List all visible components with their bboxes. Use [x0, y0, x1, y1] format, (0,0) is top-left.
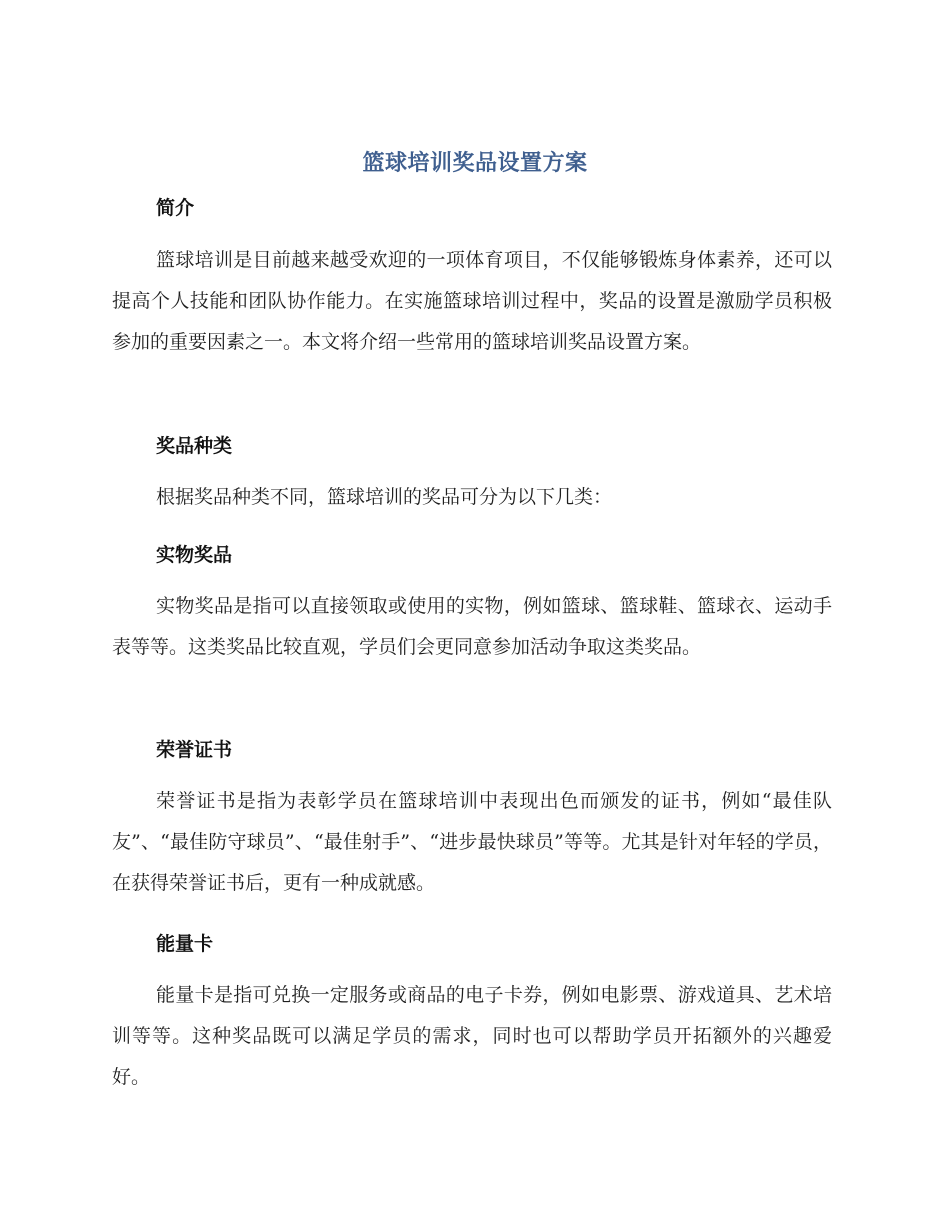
section-heading-prize-types: 奖品种类 — [156, 435, 233, 457]
section-paragraph-prize-types: 根据奖品种类不同，篮球培训的奖品可分为以下几类： — [156, 486, 613, 508]
section-heading-physical-prizes: 实物奖品 — [156, 544, 233, 566]
section-paragraph-energy-card: 能量卡是指可兑换一定服务或商品的电子卡券，例如电影票、游戏道具、艺术培训等等。这种奖品既可以满足学员的需求，同时也可以帮助学员开拓额外的兴趣爱好。 — [112, 984, 832, 1088]
document-title: 篮球培训奖品设置方案 — [362, 151, 588, 176]
section-heading-energy-card: 能量卡 — [156, 933, 214, 955]
section-paragraph-honor-certificate: 荣誉证书是指为表彰学员在篮球培训中表现出色而颁发的证书，例如“最佳队友”、“最佳防守球员”、“最佳射手”、“进步最快球员”等等。尤其是针对年轻的学员，在获得荣誉证书后，更有一种成就感。 — [112, 790, 832, 894]
section-paragraph-physical-prizes: 实物奖品是指可以直接领取或使用的实物，例如篮球、篮球鞋、篮球衣、运动手表等等。这类奖品比较直观，学员们会更同意参加活动争取这类奖品。 — [112, 595, 832, 658]
section-heading-honor-certificate: 荣誉证书 — [156, 739, 233, 761]
section-paragraph-intro: 篮球培训是目前越来越受欢迎的一项体育项目，不仅能够锻炼身体素养，还可以提高个人技能和团队协作能力。在实施篮球培训过程中，奖品的设置是激励学员积极参加的重要因素之一。本文将介绍一些常用的篮球培训奖品设置方案。 — [112, 249, 832, 353]
section-heading-intro: 简介 — [156, 197, 195, 219]
